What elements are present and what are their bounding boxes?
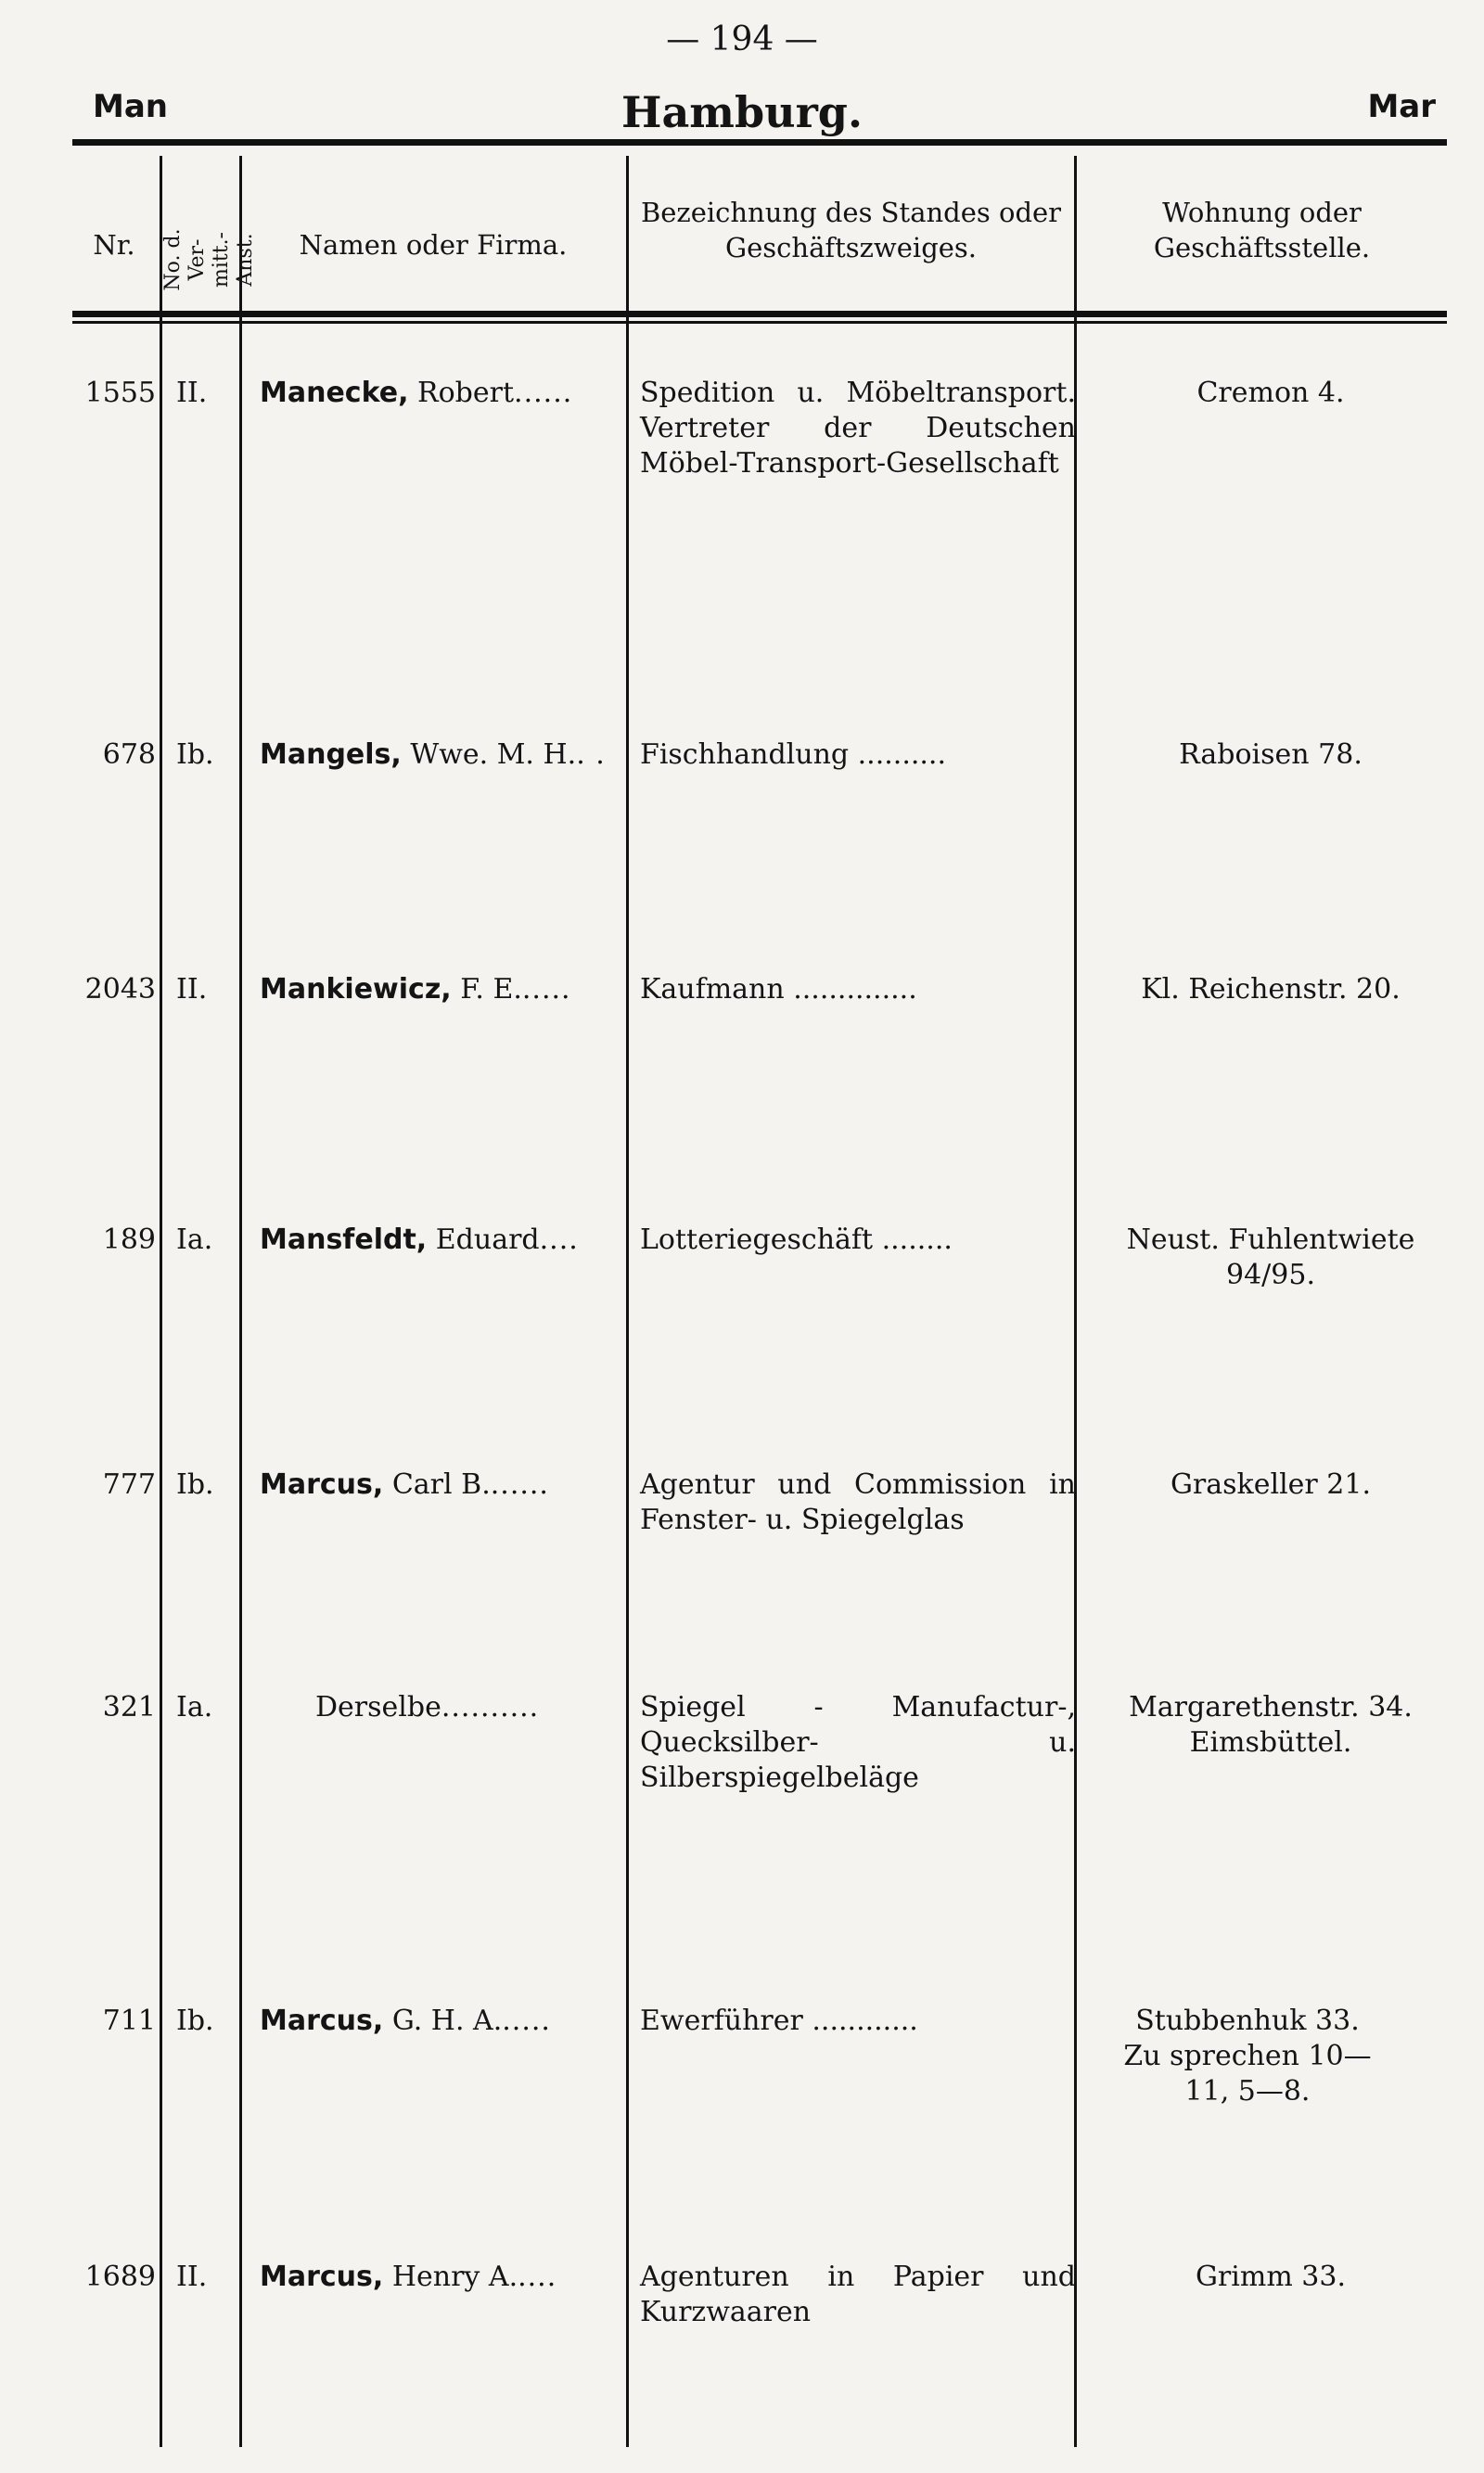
entry-surname: Marcus, [260,1468,384,1501]
header-name: Namen oder Firma. [299,229,568,261]
entry-class: Ib. [176,738,214,771]
entry-leader: .... [539,1224,579,1256]
running-head-left: Man [93,88,168,125]
header-business: Bezeichnung des Standes oder Geschäftszweiges. [640,197,1062,263]
entry-surname: Manecke, [260,377,409,409]
entry-class: II. [176,973,208,1006]
entry-leader: . . [576,738,606,771]
header-bottom-rule [72,311,1447,317]
entry-address: Kl. Reichenstr. 20. [1141,973,1401,1006]
entry-given-name: Eduard [435,1224,540,1256]
entry-name [260,2004,621,2039]
column-divider [1074,156,1077,2447]
header-bottom-rule-thin [72,321,1447,324]
entry-leader: ..... [502,2005,551,2037]
entry-name [260,376,621,411]
entry-nr: 1555 [84,377,156,409]
entry-leader: .......... [441,1691,540,1723]
entry-surname: Marcus, [260,2005,384,2037]
entry-given-name: Robert [417,377,515,409]
entry-leader: .... [518,2261,557,2293]
entry-given-name: Henry A. [391,2261,518,2293]
entry-nr: 777 [102,1468,156,1501]
entry-business: Ewerführer ............ [640,2005,918,2037]
entry-business: Lotteriegeschäft ........ [640,1224,953,1256]
entry-name [260,2260,621,2295]
header-nr: Nr. [93,229,135,261]
entry-given-name: F. E. [460,973,522,1006]
column-divider [160,156,162,2447]
entry-nr: 189 [102,1224,156,1256]
entry-name [260,737,621,773]
entry-leader: ...... [490,1468,549,1501]
entry-surname: Mangels, [260,738,402,771]
entry-business: Spiegel - Manufactur-, Quecksilber- u. Silberspiegelbeläge [640,1691,1076,1794]
entry-nr: 711 [102,2005,156,2037]
entry-address: Neust. Fuhlentwiete 94/95. [1126,1224,1415,1291]
entry-leader: ..... [521,973,571,1006]
entry-name [260,972,621,1007]
entry-class: Ia. [176,1224,213,1256]
entry-address: Graskeller 21. [1170,1468,1372,1501]
entry-business: Fischhandlung .......... [640,738,946,771]
column-divider [626,156,629,2447]
entry-surname: Mansfeldt, [260,1224,428,1256]
entry-class: Ib. [176,2005,214,2037]
entry-nr: 678 [102,738,156,771]
entry-given-name: G. H. A. [391,2005,503,2037]
running-head-right: Mar [1367,88,1436,125]
entry-nr: 2043 [84,973,156,1006]
entry-business: Kaufmann .............. [640,973,917,1006]
entry-address: Stubbenhuk 33. Zu sprechen 10—11, 5—8. [1123,2005,1372,2108]
entry-name [260,1690,621,1725]
entry-name [260,1223,621,1258]
entry-class: Ib. [176,1468,214,1501]
entry-class: II. [176,377,208,409]
page-number: — 194 — [666,20,818,58]
entry-address: Raboisen 78. [1179,738,1362,771]
entry-business: Spedition u. Möbeltransport. Vertreter der Deutschen Möbel-Transport-Gesellschaft [640,377,1076,480]
entry-leader: ...... [514,377,573,409]
header-top-rule [72,139,1447,146]
entry-given-name: Wwe. M. H. [410,738,577,771]
header-class: No. d. Ver-mitt.-Anst. [161,228,257,291]
entry-given-name: Carl B. [391,1468,491,1501]
entry-surname: Marcus, [260,2261,384,2293]
entry-address: Grimm 33. [1195,2261,1347,2293]
entry-nr: 321 [102,1691,156,1723]
entry-class: Ia. [176,1691,213,1723]
header-address: Wohnung oder Geschäftsstelle. [1153,197,1371,263]
entry-business: Agenturen in Papier und Kurzwaaren [640,2261,1076,2328]
entry-address: Margarethenstr. 34. Eimsbüttel. [1129,1691,1413,1759]
column-divider [239,156,242,2447]
entry-name [260,1467,621,1503]
entry-class: II. [176,2261,208,2293]
entry-address: Cremon 4. [1196,377,1345,409]
entry-nr: 1689 [84,2261,156,2293]
city-title: Hamburg. [621,87,863,137]
entry-business: Agentur und Commission in Fenster- u. Spiegelglas [640,1468,1076,1536]
entry-surname: Mankiewicz, [260,973,452,1006]
entry-given-name: Derselbe [315,1691,441,1723]
